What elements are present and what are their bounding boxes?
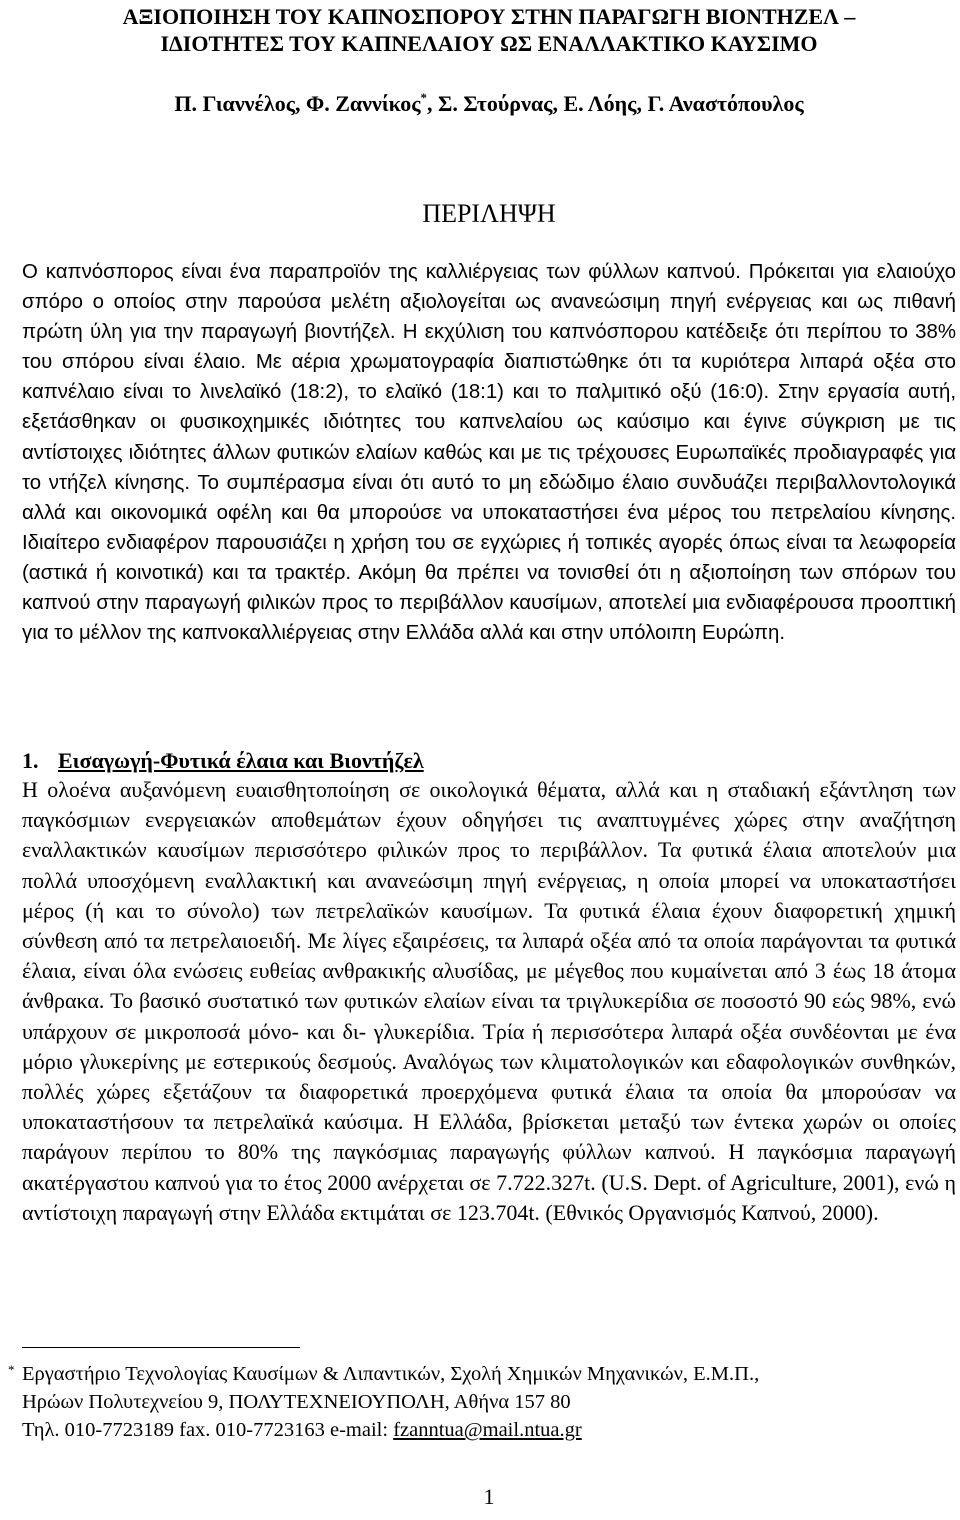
author-list: [22, 84, 956, 117]
section-1-title: Εισαγωγή-Φυτικά έλαια και Βιοντήζελ: [58, 748, 424, 773]
footnote-affiliation: Εργαστήριο Τεχνολογίας Καυσίμων & Λιπαντικών, Σχολή Χημικών Μηχανικών, Ε.Μ.Π.,: [22, 1363, 760, 1385]
abstract-paragraph: Ο καπνόσπορος είναι ένα παραπροϊόν της καλλιέργειας των φύλλων καπνού. Πρόκειται για ελαιούχο σπόρο ο οποίος στην παρούσα μελέτη αξιολογείται ως ανανεώσιμη πηγή ενέργειας και ως πιθανή πρώτη ύλη για την παραγωγή βιοντήζελ. Η εκχύλιση του καπνόσπορου κατέδειξε ότι περίπου το 38% του σπόρου είναι έλαιο. Με αέρια χρωματογραφία διαπιστώθηκε ότι τα κυριότερα λιπαρά οξέα στο καπνέλαιο είναι το λινελαϊκό (18:2), το ελαϊκό (18:1) και το παλμιτικό οξύ (16:0). Στην εργασία αυτή, εξετάσθηκαν οι φυσικοχημικές ιδιότητες του καπνελαίου ως καύσιμο και έγινε σύγκριση με τις αντίστοιχες ιδιότητες άλλων φυτικών ελαίων καθώς και με τις τρέχουσες Ευρωπαϊκές προδιαγραφές για το ντήζελ κίνησης. Το συμπέρασμα είναι ότι αυτό το μη εδώδιμο έλαιο συνδυάζει περιβαλλοντολογικά αλλά και οικονομικά οφέλη και θα μπορούσε να υποκαταστήσει ένα μέρος του πετρελαίου κίνησης. Ιδιαίτερο ενδιαφέρον παρουσιάζει η χρήση του σε εγχώριες ή τοπικές αγορές όπως είναι τα λεωφορεία (αστικά ή κοινοτικά) και τα τρακτέρ. Ακόμη θα πρέπει να τονισθεί ότι η αξιοποίηση των σπόρων του καπνού στην παραγωγή φιλικών προς το περιβάλλον καυσίμων, αποτελεί μια ενδιαφέρουσα προοπτική για το μέλλον της καπνοκαλλιέργειας στην Ελλάδα αλλά και στην υπόλοιπη Ευρώπη.: [22, 261, 956, 645]
section-1-paragraph: Η ολοένα αυξανόμενη ευαισθητοποίηση σε οικολογικά θέματα, αλλά και η σταδιακή εξάντληση των παγκόσμιων ενεργειακών αποθεμάτων έχουν οδηγήσει τις αναπτυγμένες χώρες στην αναζήτηση εναλλακτικών καυσίμων περισσότερο φιλικών προς το περιβάλλον. Τα φυτικά έλαια αποτελούν μια πολλά υποσχόμενη εναλλακτική και ανανεώσιμη πηγή ενέργειας, η οποία μπορεί να υποκαταστήσει μέρος (ή και το σύνολο) των πετρελαϊκών καυσίμων. Τα φυτικά έλαια έχουν διαφορετική χημική σύνθεση από τα πετρελαιοειδή. Με λίγες εξαιρέσεις, τα λιπαρά οξέα από τα οποία παράγονται τα φυτικά έλαια, είναι όλα ενώσεις ευθείας ανθρακικής αλυσίδας, με μέγεθος που κυμαίνεται από 3 έως 18 άτομα άνθρακα. Το βασικό συστατικό των φυτικών ελαίων είναι τα τριγλυκερίδια σε ποσοστό 90 εώς 98%, ενώ υπάρχουν σε μικροποσά μόνο- και δι- γλυκερίδια. Τρία ή περισσότερα λιπαρά οξέα συνδέονται με ένα μόριο γλυκερίνης με εστερικούς δεσμούς. Αναλόγως των κλιματολογικών και εδαφολογικών συνθηκών, πολλές χώρες εξετάζουν τα διαφορετικά προερχόμενα φυτικά έλαια τα οποία θα μπορούσαν να υποκαταστήσουν τα πετρελαϊκά καύσιμα. Η Ελλάδα, βρίσκεται μεταξύ των έντεκα χωρών οι οποίες παράγουν περίπου το 80% της παγκόσμιας παραγωγής φύλλων καπνού. Η παγκόσμια παραγωγή ακατέργαστου καπνού για το έτος 2000 ανέρχεται σε 7.722.327t. (U.S. Dept. of Agriculture, 2001), ενώ η αντίστοιχη παραγωγή στην Ελλάδα εκτιμάται σε 123.704t. (Εθνικός Οργανισμός Καπνού, 2000).: [22, 777, 956, 1225]
authors-part-2: , Σ. Στούρνας, Ε. Λόης, Γ. Αναστόπουλος: [427, 91, 804, 116]
authors-part-1: Π. Γιαννέλος, Φ. Ζαννίκος: [174, 91, 421, 116]
abstract-heading: ΠΕΡΙΛΗΨΗ: [422, 199, 556, 228]
section-1-heading: [22, 747, 424, 775]
footnote-mark: *: [8, 1362, 15, 1377]
title-line-2: ΙΔΙΟΤΗΤΕΣ ΤΟΥ ΚΑΠΝΕΛΑΙΟΥ ΩΣ ΕΝΑΛΛΑΚΤΙΚΟ ΚΑΥΣΙΜΟ: [160, 31, 818, 56]
footnote-phone-fax: Τηλ. 010-7723189 fax. 010-7723163 e-mail:: [22, 1419, 394, 1441]
abstract-body: [22, 257, 956, 648]
section-1-number: 1.: [22, 748, 39, 773]
footnote-separator: [22, 1347, 300, 1348]
footnote: [8, 1360, 956, 1444]
paper-title: [22, 3, 956, 57]
footnote-contact: [22, 1416, 956, 1444]
section-1-body: [22, 775, 956, 1228]
corresponding-author-mark: *: [420, 90, 428, 105]
page-number: 1: [483, 1484, 495, 1509]
footnote-address: Ηρώων Πολυτεχνείου 9, ΠΟΛΥΤΕΧΝΕΙΟΥΠΟΛΗ, Αθήνα 157 80: [22, 1391, 571, 1413]
title-line-1: ΑΞΙΟΠΟΙΗΣΗ ΤΟΥ ΚΑΠΝΟΣΠΟΡΟΥ ΣΤΗΝ ΠΑΡΑΓΩΓΗ ΒΙΟΝΤΗΖΕΛ –: [122, 4, 856, 29]
email-link[interactable]: fzanntua@mail.ntua.gr: [393, 1419, 582, 1441]
